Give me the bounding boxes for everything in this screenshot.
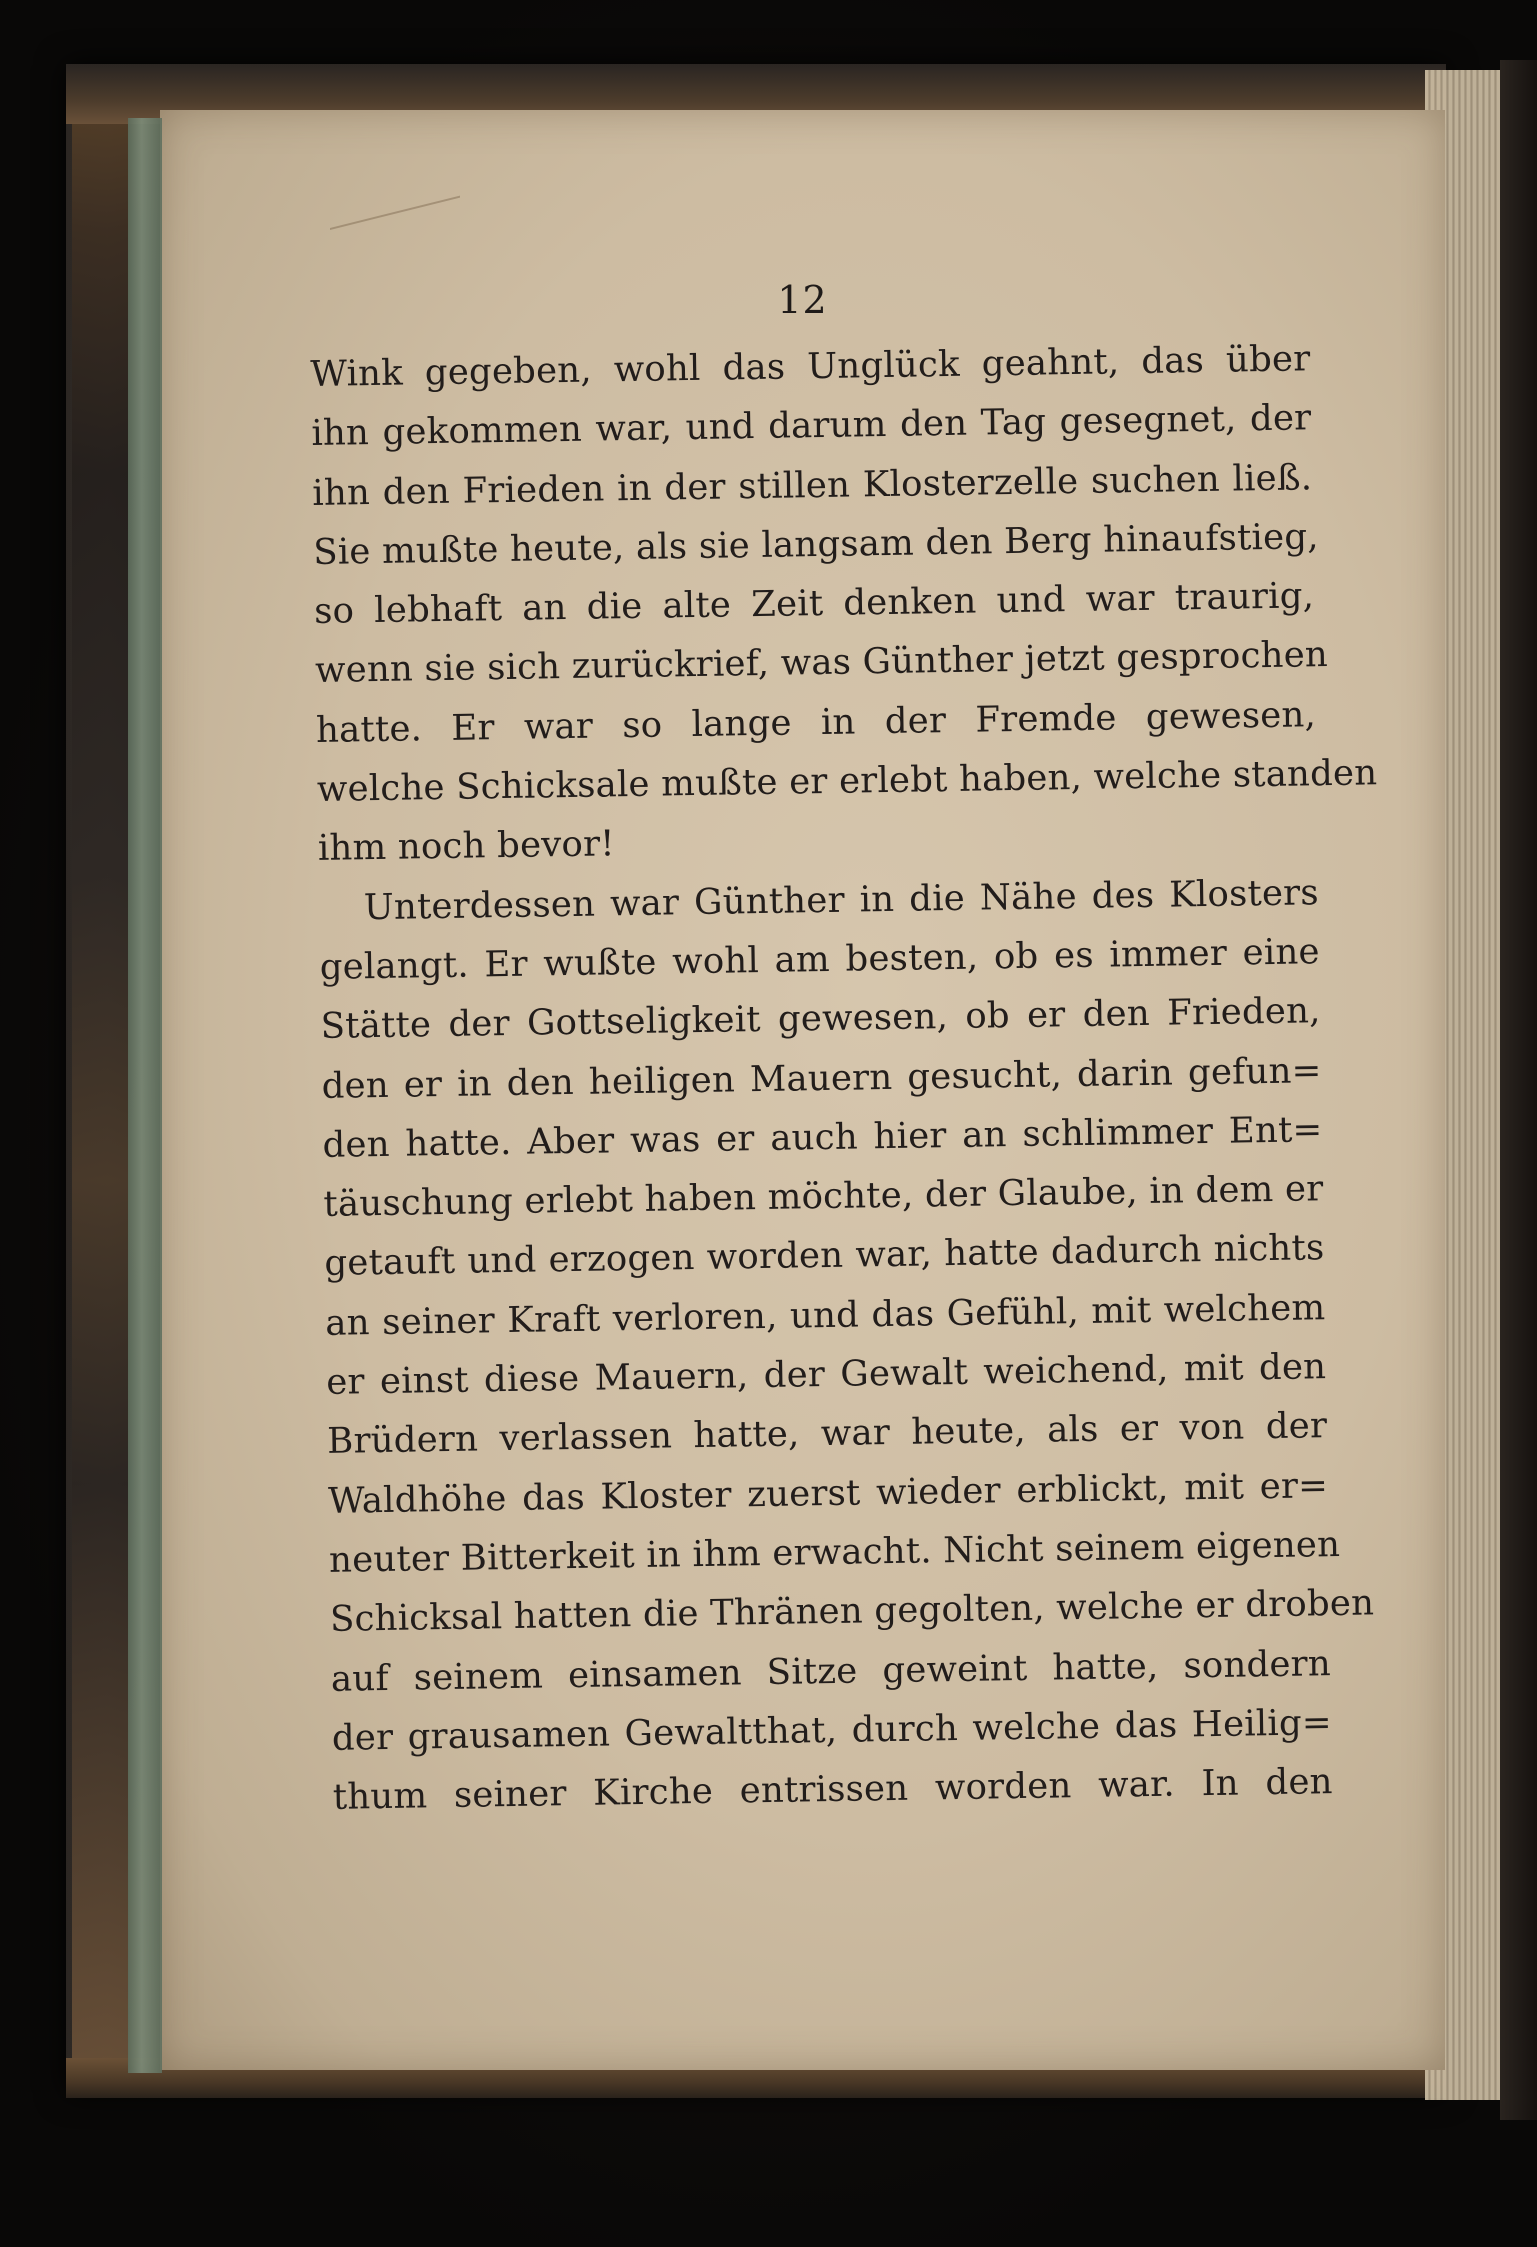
text-line: Waldhöhe das Kloster zuerst wieder erblickt, mit er= — [327, 1464, 1329, 1522]
text-line: ihn den Frieden in der stillen Klosterzelle suchen ließ. — [312, 456, 1313, 514]
spine-cloth — [128, 118, 162, 2073]
text-line: Sie mußte heute, als sie langsam den Berg hinaufstieg, — [312, 516, 1319, 573]
text-line: Schicksal hatten die Thränen gegolten, welche er droben — [329, 1582, 1375, 1641]
text-line: gelangt. Er wußte wohl am besten, ob es immer eine — [319, 931, 1320, 988]
text-line: thum seiner Kirche entrissen worden war. In den — [332, 1761, 1334, 1818]
text-line: neuter Bitterkeit in ihm erwacht. Nicht seinem eigenen — [328, 1523, 1341, 1581]
text-line: ihm noch bevor! — [317, 823, 616, 870]
text-line: ihn gekommen war, und darum den Tag gesegnet, der — [311, 397, 1312, 455]
text-line: hatte. Er war so lange in der Fremde gewesen, — [315, 694, 1317, 751]
text-line: welche Schicksale mußte er erlebt haben, welche standen — [316, 752, 1378, 811]
text-line: auf seinem einsamen Sitze geweint hatte, sondern — [330, 1642, 1332, 1700]
text-line: wenn sie sich zurückrief, was Günther jetzt gesprochen — [314, 634, 1329, 692]
text-line: der grausamen Gewaltthat, durch welche das Heilig= — [331, 1701, 1333, 1759]
text-line: Stätte der Gottseligkeit gewesen, ob er den Frieden, — [320, 990, 1321, 1048]
text-line: so lebhaft an die alte Zeit denken und war traurig, — [313, 575, 1315, 633]
text-line: den er in den heiligen Mauern gesucht, darin gefun= — [321, 1049, 1322, 1107]
text-line: getauft und erzogen worden war, hatte dadurch nichts — [324, 1227, 1325, 1285]
text-line: Brüdern verlassen hatte, war heute, als er von der — [326, 1405, 1328, 1463]
body-text — [310, 329, 1378, 1827]
text-line: den hatte. Aber was er auch hier an schlimmer Ent= — [322, 1109, 1323, 1166]
back-cover-edge — [1500, 60, 1537, 2120]
text-line: täuschung erlebt haben möchte, der Glaube, in dem er — [323, 1168, 1324, 1226]
page-number: 12 — [777, 278, 828, 322]
text-line: Wink gegeben, wohl das Unglück geahnt, das über — [310, 338, 1311, 395]
book-page — [160, 110, 1445, 2070]
text-line: Unterdessen war Günther in die Nähe des Klosters — [363, 871, 1320, 928]
text-line: er einst diese Mauern, der Gewalt weichend, mit den — [325, 1346, 1327, 1403]
text-line: an seiner Kraft verloren, und das Gefühl, mit welchem — [325, 1286, 1326, 1344]
